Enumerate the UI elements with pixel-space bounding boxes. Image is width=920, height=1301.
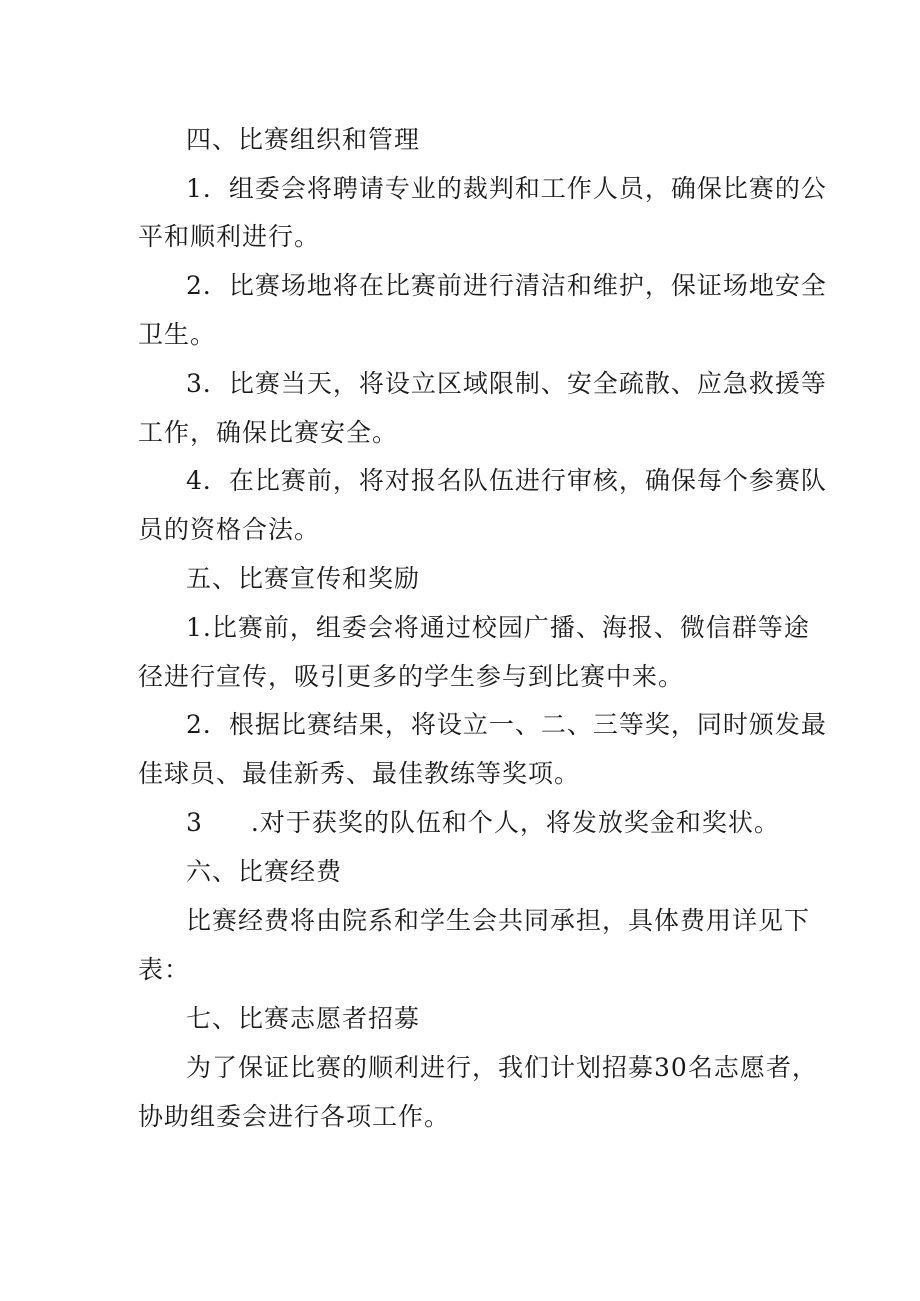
s7-body-line-1: 为了保证比赛的顺利进行，我们计划招募30名志愿者， [186, 1053, 818, 1082]
s4-item-1-line-2: 平和顺利进行。 [138, 222, 321, 251]
s7-body-line-2: 协助组委会进行各项工作。 [138, 1102, 451, 1131]
s5-item-3-text: .对于获奖的队伍和个人，将发放奖金和奖状。 [250, 808, 780, 837]
s6-body-line-2: 表： [138, 955, 191, 984]
s6-body-line-1: 比赛经费将由院系和学生会共同承担，具体费用详见下 [186, 906, 811, 935]
s4-item-4-line-2: 员的资格合法。 [138, 515, 321, 544]
section-6-heading: 六、比赛经费 [186, 857, 343, 886]
s4-item-2-line-2: 卫生。 [138, 320, 217, 349]
s5-item-2-line-1: 2．根据比赛结果，将设立一、二、三等奖，同时颁发最 [186, 710, 827, 739]
s4-item-1-line-1: 1．组委会将聘请专业的裁判和工作人员，确保比赛的公 [186, 174, 827, 203]
s4-item-3-line-1: 3．比赛当天，将设立区域限制、安全疏散、应急救援等 [186, 369, 827, 398]
section-5-heading: 五、比赛宣传和奖励 [186, 564, 421, 593]
s5-item-1-line-1: 1.比赛前，组委会将通过校园广播、海报、微信群等途 [186, 613, 810, 642]
s5-item-2-line-2: 佳球员、最佳新秀、最佳教练等奖项。 [138, 759, 581, 788]
s5-item-1-line-2: 径进行宣传，吸引更多的学生参与到比赛中来。 [138, 662, 685, 691]
s5-item-3 [186, 807, 846, 839]
section-4-heading: 四、比赛组织和管理 [186, 125, 421, 154]
s4-item-4-line-1: 4．在比赛前，将对报名队伍进行审核，确保每个参赛队 [186, 466, 827, 495]
s4-item-3-line-2: 工作，确保比赛安全。 [138, 418, 399, 447]
s4-item-2-line-1: 2．比赛场地将在比赛前进行清洁和维护，保证场地安全 [186, 271, 827, 300]
section-7-heading: 七、比赛志愿者招募 [186, 1004, 421, 1033]
s5-item-3-number: 3 [186, 808, 203, 837]
